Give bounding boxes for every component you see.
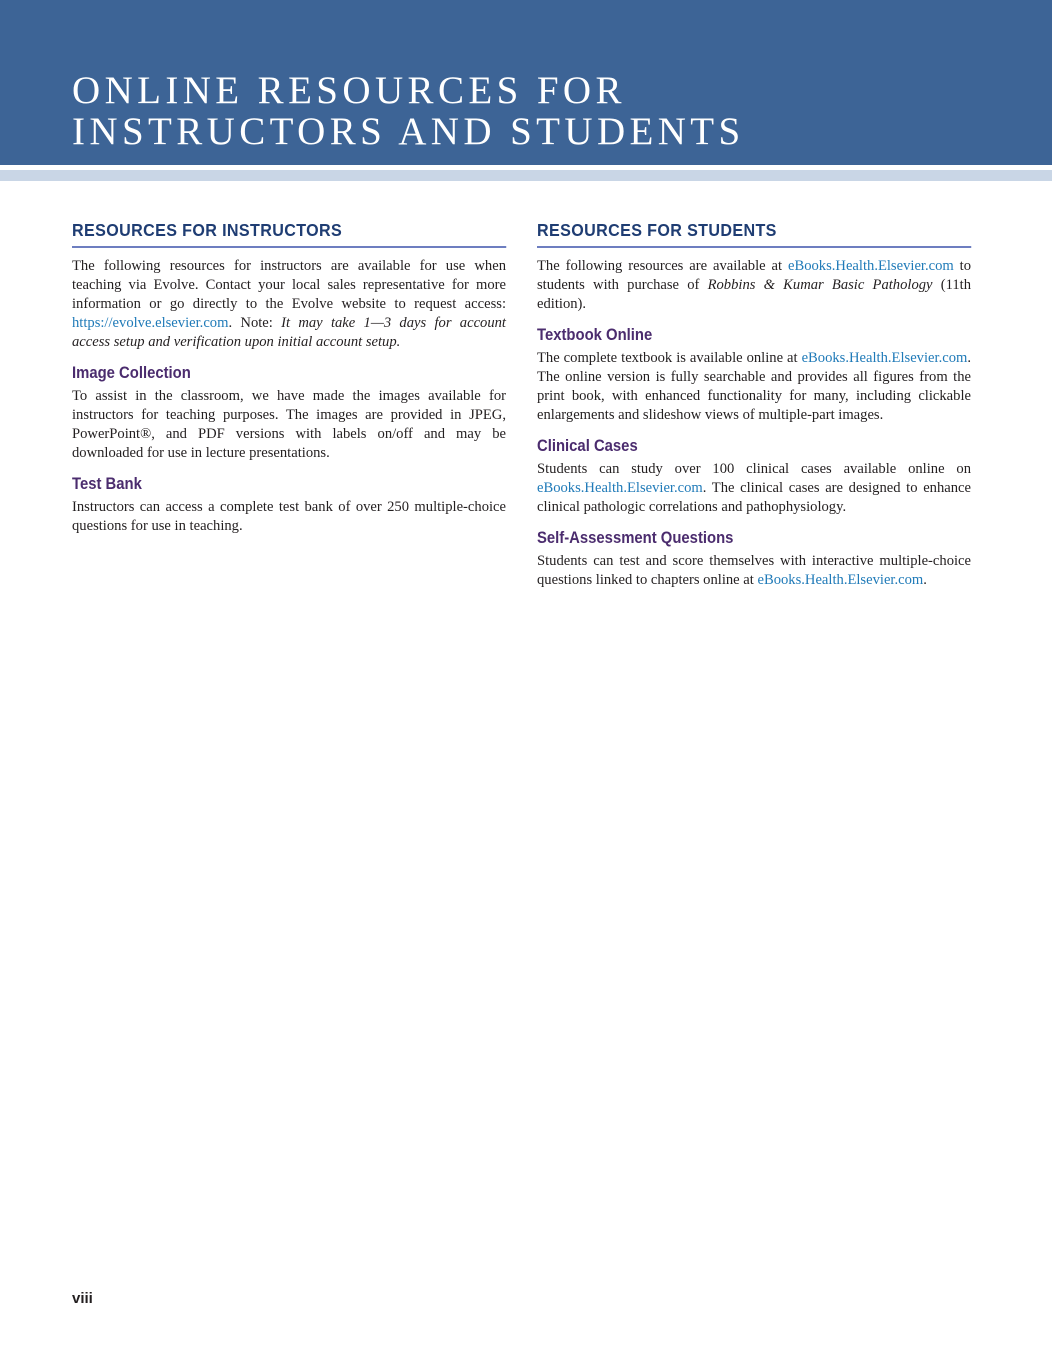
image-collection-heading: Image Collection [72, 364, 191, 382]
students-intro-text: The following resources are available at [537, 258, 788, 274]
evolve-link[interactable]: https://evolve.elsevier.com [72, 315, 229, 331]
ebooks-link[interactable]: eBooks.Health.Elsevier.com [787, 258, 954, 274]
title-banner [0, 0, 1052, 165]
textbook-online-link[interactable]: eBooks.Health.Elsevier.com [801, 350, 968, 366]
instructors-intro-note: It may take 1—3 days for account access setup and verification upon initial account setup. [72, 315, 506, 350]
image-collection-text: To assist in the classroom, we have made the images available for instructors for teaching purposes. The images are provided in JPEG, PowerPoint®, and PDF versions with labels on/off and may be downloaded for use in lecture presentations. [72, 388, 506, 461]
banner-stripe [0, 170, 1052, 181]
textbook-online-text [537, 349, 971, 425]
test-bank-heading: Test Bank [72, 475, 142, 493]
students-column [537, 218, 971, 590]
self-assessment-text [537, 552, 971, 590]
clinical-cases-heading: Clinical Cases [537, 437, 638, 455]
students-intro [537, 257, 971, 314]
students-intro-text-3: (11th edition). [537, 277, 971, 312]
instructors-heading: RESOURCES FOR INSTRUCTORS [72, 218, 506, 248]
clinical-cases-link[interactable]: eBooks.Health.Elsevier.com [537, 480, 703, 496]
instructors-intro-note-label: . Note: [228, 315, 282, 331]
clinical-cases-text-1: Students can study over 100 clinical cases available online on [537, 461, 971, 477]
self-assessment-link[interactable]: eBooks.Health.Elsevier.com [757, 572, 924, 588]
self-assessment-text-1: Students can test and score themselves with interactive multiple-choice questions linked to chapters online at [537, 553, 971, 588]
test-bank-text: Instructors can access a complete test bank of over 250 multiple-choice questions for use in teaching. [72, 499, 506, 534]
book-title: Robbins & Kumar Basic Pathology [707, 277, 933, 293]
instructors-intro [72, 257, 506, 352]
textbook-online-text-1: The complete textbook is available online at [537, 350, 802, 366]
self-assessment-heading: Self-Assessment Questions [537, 529, 734, 547]
students-heading: RESOURCES FOR STUDENTS [537, 218, 971, 248]
page-title-line-2: INSTRUCTORS AND STUDENTS [72, 110, 745, 153]
textbook-online-heading: Textbook Online [537, 326, 653, 344]
self-assessment-text-2: . [923, 572, 927, 588]
page-number: viii [72, 1290, 93, 1307]
page-title [72, 70, 745, 152]
students-intro-text-2: to students with purchase of [537, 258, 972, 293]
instructors-column [72, 218, 506, 536]
clinical-cases-text [537, 460, 971, 517]
instructors-intro-text: The following resources for instructors are available for use when teaching via Evolve. Contact your local sales representative for more information or go directly to the Evolve website to request access: [72, 258, 506, 312]
clinical-cases-text-2: . The clinical cases are designed to enhance clinical pathologic correlations and pathophysiology. [537, 480, 971, 515]
textbook-online-text-2: . The online version is fully searchable and provides all figures from the print book, with enhanced functionality for many, including clickable enlargements and slideshow views of multiple-part images. [537, 350, 971, 423]
page-title-line-1: ONLINE RESOURCES FOR [72, 69, 626, 112]
